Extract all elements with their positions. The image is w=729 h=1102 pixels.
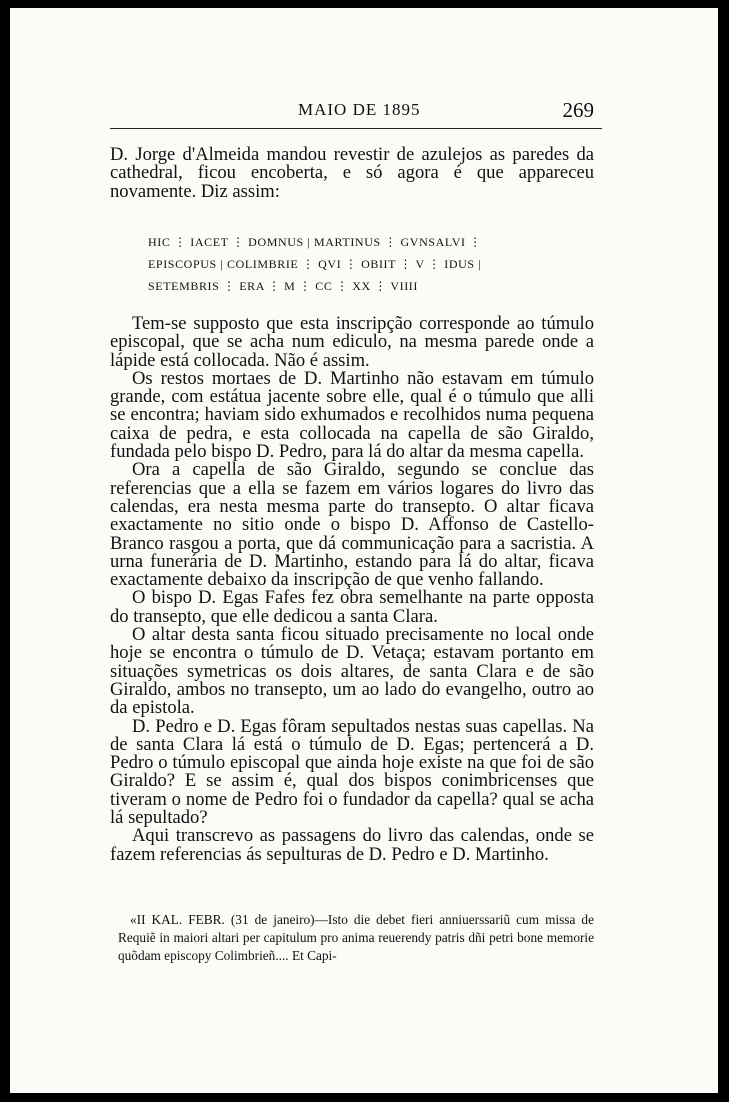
footnote bbox=[118, 911, 594, 965]
inscription-line: SETEMBRIS ⋮ ERA ⋮ M ⋮ CC ⋮ XX ⋮ VIIII bbox=[148, 279, 418, 293]
paragraph: Ora a capella de são Giraldo, segundo se conclue das referencias que a ella se fazem em vários logares do livro das calendas, era nesta mesma parte do transepto. O altar ficava exactamente no sitio onde o bispo D. Affonso de Castello-Branco rasgou a porta, que dá communicação para a sacristia. A urna funerária de D. Martinho, estando para lá do altar, ficava exactamente debaixo da inscripção de que venho fallando. bbox=[110, 459, 594, 591]
intro-paragraph bbox=[110, 146, 594, 201]
inscription-block bbox=[148, 231, 568, 297]
header-title: MAIO DE 1895 bbox=[298, 100, 421, 119]
paragraph: O altar desta santa ficou situado precisamente no local onde hoje se encontra o túmulo de D. Vetaça; estavam portanto em situações symetricas os dois altares, de santa Clara e de são Giraldo, ambos no transepto, um ao lado do evangelho, outro ao da epistola. bbox=[110, 624, 594, 719]
paragraph: O bispo D. Egas Fafes fez obra semelhante na parte opposta do transepto, que elle dedicou a santa Clara. bbox=[110, 587, 594, 627]
running-header bbox=[110, 96, 602, 129]
inscription-line: EPISCOPUS | COLIMBRIE ⋮ QVI ⋮ OBIIT ⋮ V ⋮ IDUS | bbox=[148, 257, 482, 271]
paragraph: Tem-se supposto que esta inscripção corresponde ao túmulo episcopal, que se acha num ediculo, na mesma parede onde a lápide está collocada. Não é assim. bbox=[110, 313, 594, 371]
paragraph: Aqui transcrevo as passagens do livro das calendas, onde se fazem referencias ás sepulturas de D. Pedro e D. Martinho. bbox=[110, 825, 594, 865]
inscription-line: HIC ⋮ IACET ⋮ DOMNUS | MARTINUS ⋮ GVNSALVI ⋮ bbox=[148, 235, 482, 249]
paragraph: Os restos mortaes de D. Martinho não estavam em túmulo grande, com estátua jacente sobre elle, qual é o túmulo que alli se encontra; haviam sido exhumados e recolhidos numa pequena caixa de pedra, e esta collocada na capella de são Giraldo, fundada pelo bispo D. Pedro, para lá do altar da mesma capella. bbox=[110, 367, 594, 463]
main-text bbox=[110, 315, 594, 864]
page-number: 269 bbox=[562, 98, 594, 122]
footnote-text: «II KAL. FEBR. (31 de janeiro)—Isto die debet fieri anniuerssariũ cum missa de Requiẽ in maiori altari per capitulum pro anima reuerendy patris dñi petri bone memorie quõdam episcopy Colimbrieñ.... Et Capi- bbox=[118, 912, 594, 963]
intro-text: D. Jorge d'Almeida mandou revestir de azulejos as paredes da cathedral, ficou encoberta, e só agora é que appareceu novamente. Diz assim: bbox=[110, 144, 594, 202]
document-page bbox=[10, 8, 718, 1093]
paragraph: D. Pedro e D. Egas fôram sepultados nestas suas capellas. Na de santa Clara lá está o túmulo de D. Egas; pertencerá a D. Pedro o túmulo episcopal que ainda hoje existe na que foi de são Giraldo? E se assim é, qual dos bispos conimbricenses que tiveram o nome de Pedro foi o fundador da capella? qual se acha lá sepultado? bbox=[110, 715, 594, 829]
